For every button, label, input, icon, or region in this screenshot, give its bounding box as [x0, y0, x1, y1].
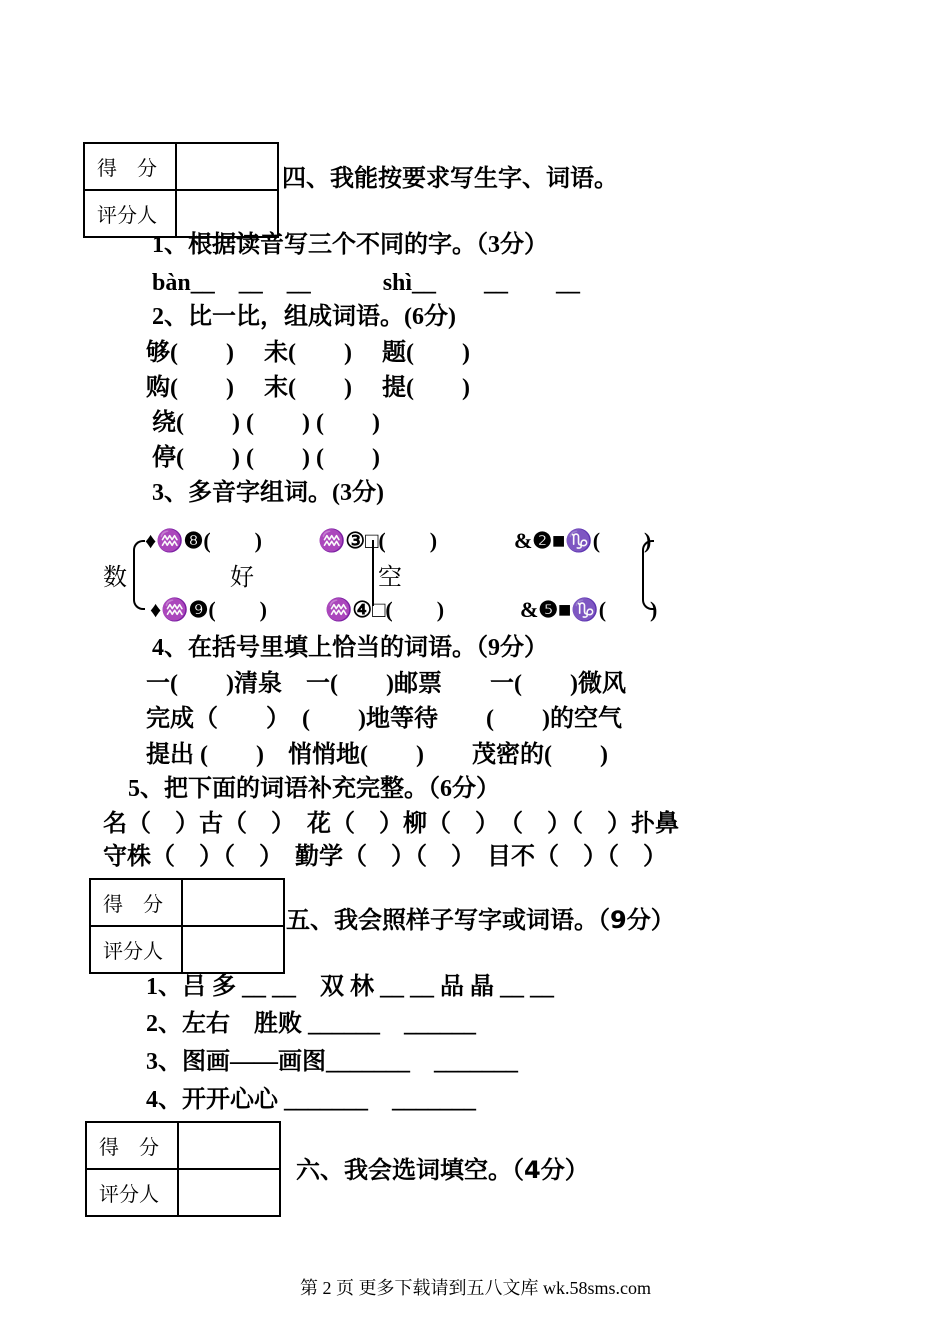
q3-char-shu: 数 — [103, 563, 127, 591]
q2-title: 2、比一比，组成词语。(6分) — [152, 304, 456, 330]
q5-line-2: 守株（ ）（ ） 勤学（ ）（ ） 目不（ ）（ ） — [103, 844, 667, 870]
q3-row1-c: &❷■♑( ) — [514, 528, 652, 553]
q1-line: bàn__ __ __ shì__ __ __ — [152, 270, 581, 296]
s5-line-3: 3、图画——画图_______ _______ — [146, 1049, 518, 1075]
rater-value-cell[interactable] — [178, 1169, 280, 1216]
rater-label: 评分人 — [86, 1169, 178, 1216]
brace-shu — [133, 540, 145, 610]
rater-label: 评分人 — [84, 190, 176, 237]
score-value-cell[interactable] — [182, 879, 284, 926]
q3-char-kong: 空 — [378, 563, 402, 591]
q3-row2-c: &❺■♑( ) — [520, 597, 658, 622]
q2-line-4: 停( ) ( ) ( ) — [152, 445, 380, 471]
q4-title: 4、在括号里填上恰当的词语。（9分） — [152, 635, 548, 661]
score-label: 得 分 — [90, 879, 182, 926]
s5-line-2: 2、左右 胜败 ______ ______ — [146, 1011, 476, 1037]
q2-line-3: 绕( ) ( ) ( ) — [152, 410, 380, 436]
q1-title: 1、根据读音写三个不同的字。（3分） — [152, 232, 548, 258]
q2-line-2: 购( ) 末( ) 提( ) — [146, 375, 470, 401]
score-label: 得 分 — [84, 143, 176, 190]
score-box-section6 — [85, 1121, 281, 1217]
q3-row1-b: ♒③□( ) — [318, 528, 438, 553]
rater-label: 评分人 — [90, 926, 182, 973]
score-label: 得 分 — [86, 1122, 178, 1169]
q5-line-1: 名（ ）古（ ） 花（ ）柳（ ） （ ）（ ）扑鼻 — [103, 811, 679, 837]
score-box-section5 — [89, 878, 285, 974]
q3-row2-a: ♦♒❾( ) — [150, 597, 267, 622]
q3-row1-a: ♦♒❽( ) — [145, 528, 262, 553]
q4-line-3: 提出 ( ) 悄悄地( ) 茂密的( ) — [146, 742, 608, 768]
section4-title: 四、我能按要求写生字、词语。 — [282, 164, 618, 192]
q3-char-hao: 好 — [230, 563, 254, 591]
q3-title: 3、多音字组词。(3分) — [152, 480, 384, 506]
q4-line-1: 一( )清泉 一( )邮票 一( )微风 — [146, 671, 626, 697]
score-value-cell[interactable] — [178, 1122, 280, 1169]
section6-title: 六、我会选词填空。（4分） — [296, 1156, 589, 1184]
section5-title: 五、我会照样子写字或词语。（9分） — [286, 906, 675, 934]
q4-line-2: 完成（ ） ( )地等待 ( )的空气 — [146, 706, 622, 732]
q3-row2-b: ♒④□( ) — [325, 597, 445, 622]
q2-line-1: 够( ) 未( ) 题( ) — [146, 340, 470, 366]
score-value-cell[interactable] — [176, 143, 278, 190]
page-footer: 第 2 页 更多下载请到五八文库 wk.58sms.com — [300, 1278, 651, 1298]
q5-title: 5、把下面的词语补充完整。（6分） — [128, 776, 500, 802]
s5-line-4: 4、开开心心 _______ _______ — [146, 1087, 476, 1113]
s5-line-1: 1、吕 多 __ __ 双 林 __ __ 品 晶 __ __ — [146, 974, 554, 1000]
